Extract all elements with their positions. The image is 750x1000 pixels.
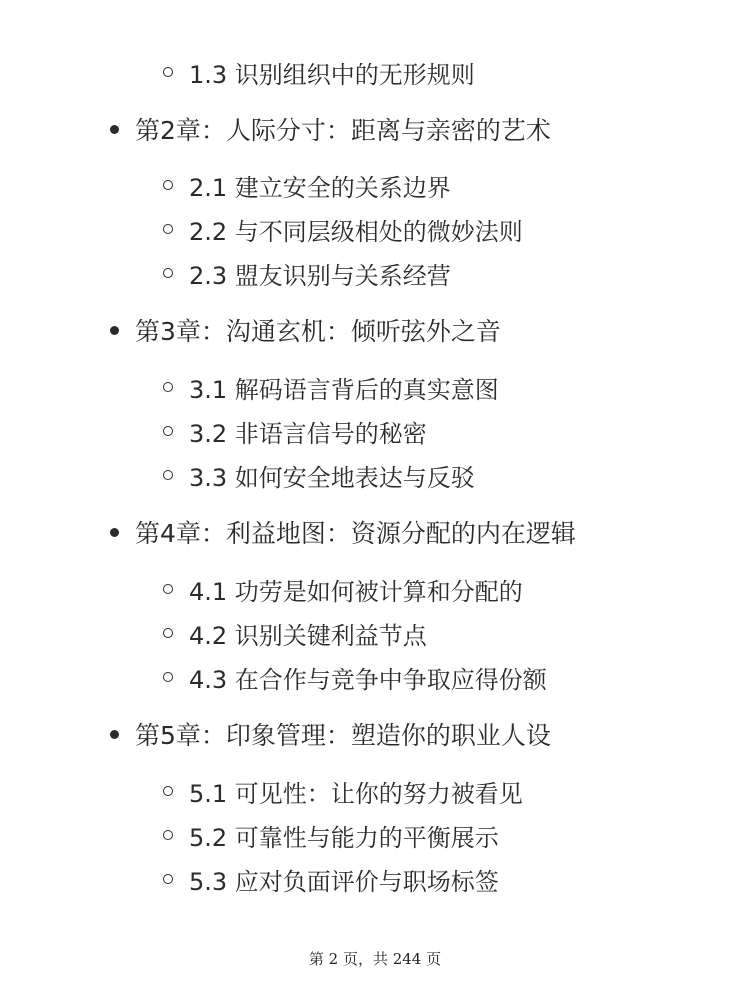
toc-section-2-3 (163, 253, 451, 293)
toc-section-label: 2.3 盟友识别与关系经营 (189, 261, 451, 290)
toc-section-2-1 (163, 165, 451, 205)
toc-section-label: 4.2 识别关键利益节点 (189, 621, 427, 650)
circle-bullet-icon (163, 268, 173, 278)
toc-section-3-3 (163, 455, 475, 495)
toc-section-label: 5.1 可见性：让你的努力被看见 (189, 779, 523, 808)
toc-section-5-3 (163, 859, 499, 899)
toc-section-3-2 (163, 411, 427, 451)
disc-bullet-icon (110, 326, 119, 335)
disc-bullet-icon (110, 528, 119, 537)
circle-bullet-icon (163, 224, 173, 234)
toc-section-label: 4.3 在合作与竞争中争取应得份额 (189, 665, 547, 694)
circle-bullet-icon (163, 470, 173, 480)
toc-section-label: 5.2 可靠性与能力的平衡展示 (189, 823, 499, 852)
disc-bullet-icon (110, 730, 119, 739)
toc-section-label: 5.3 应对负面评价与职场标签 (189, 867, 499, 896)
toc-section-3-1 (163, 367, 499, 407)
circle-bullet-icon (163, 830, 173, 840)
circle-bullet-icon (163, 382, 173, 392)
circle-bullet-icon (163, 584, 173, 594)
toc-section-4-1 (163, 569, 523, 609)
toc-chapter-4 (110, 512, 576, 552)
page-number-label: 第 2 页，共 244 页 (308, 950, 442, 968)
toc-section-2-2 (163, 209, 523, 249)
circle-bullet-icon (163, 426, 173, 436)
toc-section-label: 1.3 识别组织中的无形规则 (189, 60, 475, 89)
toc-chapter-label: 第5章：印象管理：塑造你的职业人设 (135, 721, 551, 750)
toc-section-label: 2.1 建立安全的关系边界 (189, 173, 451, 202)
toc-section-label: 4.1 功劳是如何被计算和分配的 (189, 577, 523, 606)
toc-chapter-3 (110, 310, 501, 350)
toc-section-4-3 (163, 657, 547, 697)
toc-chapter-2 (110, 109, 551, 149)
circle-bullet-icon (163, 786, 173, 796)
toc-section-label: 2.2 与不同层级相处的微妙法则 (189, 217, 523, 246)
page-footer (0, 948, 750, 969)
circle-bullet-icon (163, 67, 173, 77)
toc-section-5-1 (163, 771, 523, 811)
toc-section-4-2 (163, 613, 427, 653)
disc-bullet-icon (110, 125, 119, 134)
circle-bullet-icon (163, 672, 173, 682)
toc-section-label: 3.3 如何安全地表达与反驳 (189, 463, 475, 492)
circle-bullet-icon (163, 628, 173, 638)
toc-chapter-5 (110, 714, 551, 754)
circle-bullet-icon (163, 874, 173, 884)
toc-section-label: 3.2 非语言信号的秘密 (189, 419, 427, 448)
toc-section-1-3 (163, 52, 475, 92)
toc-chapter-label: 第4章：利益地图：资源分配的内在逻辑 (135, 519, 576, 548)
toc-chapter-label: 第2章：人际分寸：距离与亲密的艺术 (135, 116, 551, 145)
circle-bullet-icon (163, 180, 173, 190)
toc-section-label: 3.1 解码语言背后的真实意图 (189, 375, 499, 404)
toc-section-5-2 (163, 815, 499, 855)
toc-chapter-label: 第3章：沟通玄机：倾听弦外之音 (135, 317, 501, 346)
